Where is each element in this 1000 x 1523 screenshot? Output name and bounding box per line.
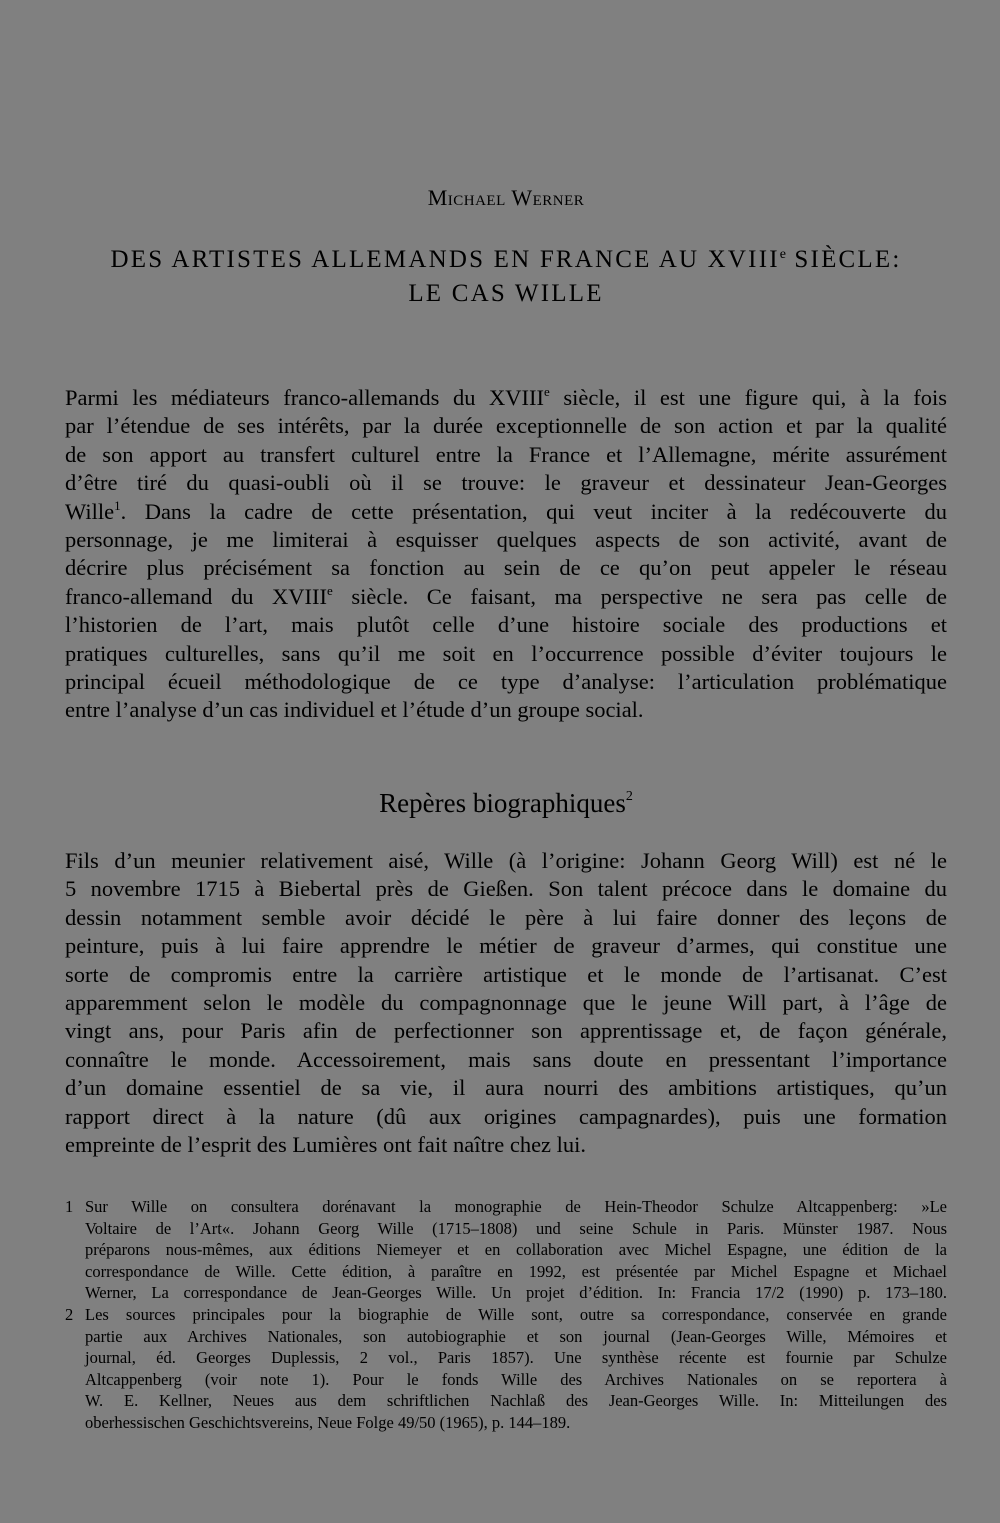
intro-text: franco-allemand du XVIII (65, 583, 328, 609)
section-heading-text: Repères biographiques (379, 788, 626, 818)
footnote-number: 1 (65, 1197, 74, 1216)
intro-line (65, 384, 947, 412)
intro-text: Parmi les médiateurs franco-allemands du XVIII (65, 385, 545, 410)
intro-line (65, 498, 947, 526)
intro-paragraph (65, 384, 947, 725)
superscript: e (544, 384, 550, 399)
footnote-line: Voltaire de l’Art«. Johann Georg Wille (1715–1808) und seine Schule in Paris. Münster 1987. Nous (85, 1218, 947, 1238)
document-page (65, 0, 947, 1523)
footnote-line: Sur Wille on consultera dorénavant la monographie de Hein-Theodor Schulze Altcappenberg: »Le (85, 1197, 947, 1216)
intro-text: siècle, il est une figure qui, à la fois (549, 385, 947, 410)
footnote-line: Altcappenberg (voir note 1). Pour le fonds Wille des Archives Nationales on se reportera à (85, 1369, 947, 1389)
body-line: empreinte de l’esprit des Lumières ont fait naître chez lui. (65, 1132, 587, 1158)
body-line: rapport direct à la nature (dû aux origines campagnardes), puis une formation (65, 1103, 947, 1129)
intro-line: principal écueil méthodologique de ce type d’analyse: l’articulation problématique (65, 669, 947, 695)
intro-line: décrire plus précisément sa fonction au sein de ce qu’on peut appeler le réseau (65, 555, 947, 581)
footnote-line: oberhessischen Geschichtsvereins, Neue Folge 49/50 (1965), p. 144–189. (85, 1412, 571, 1432)
intro-line: l’historien de l’art, mais plutôt celle d’une histoire sociale des productions et (65, 612, 947, 638)
footnote-line: partie aux Archives Nationales, son autobiographie et son journal (Jean-Georges Wille, Mémoires et (85, 1326, 947, 1346)
title-line-2: LE CAS WILLE (408, 280, 604, 307)
footnote-line: Les sources principales pour la biographie de Wille sont, outre sa correspondance, conservée en grande (85, 1304, 947, 1324)
intro-text: Wille (65, 498, 115, 524)
body-line: d’un domaine essentiel de sa vie, il aura nourri des ambitions artistiques, qu’un (65, 1075, 947, 1101)
footnote-ref-1[interactable]: 1 (114, 497, 121, 513)
body-line: vingt ans, pour Paris afin de perfectionner son apprentissage et, de façon générale, (65, 1018, 947, 1044)
article-title (65, 238, 947, 311)
footnote-line: préparons nous-mêmes, aux éditions Niemeyer et en collaboration avec Michel Espagne, une édition de la (85, 1240, 947, 1260)
footnote-2 (65, 1304, 947, 1434)
author-name: Michael Werner (427, 185, 585, 210)
biography-paragraph (65, 847, 947, 1159)
footnote-line: correspondance de Wille. Cette édition, à paraître en 1992, est présentée par Michel Espagne et Michael (85, 1261, 947, 1281)
body-line: apparemment selon le modèle du compagnonnage que le jeune Will part, à l’âge de (65, 990, 947, 1016)
body-line: sorte de compromis entre la carrière artistique et le monde de l’artisanat. C’est (65, 961, 947, 987)
body-line: 5 novembre 1715 à Biebertal près de Gießen. Son talent précoce dans le domaine du (65, 876, 947, 902)
body-line: peinture, puis à lui faire apprendre le métier de graveur d’armes, qui constitue une (65, 933, 947, 959)
footnote-line: W. E. Kellner, Neues aus dem schriftlichen Nachlaß des Jean-Georges Wille. In: Mitteilungen des (85, 1391, 947, 1411)
superscript: e (327, 582, 333, 598)
section-heading (65, 788, 947, 819)
intro-line: par l’étendue de ses intérêts, par la durée exceptionnelle de son action et par la qualité (65, 413, 947, 439)
title-line-1-prefix: DES ARTISTES ALLEMANDS EN FRANCE AU XVIII (110, 246, 780, 273)
body-line: dessin notamment semble avoir décidé le père à lui faire donner des leçons de (65, 904, 947, 930)
footnotes (65, 1196, 947, 1434)
intro-text: siècle. Ce faisant, ma perspective ne sera pas celle de (332, 583, 947, 609)
intro-line (65, 583, 947, 611)
body-line: Fils d’un meunier relativement aisé, Wille (à l’origine: Johann Georg Will) est né le (65, 848, 947, 873)
footnote-number: 2 (65, 1304, 74, 1324)
intro-line: entre l’analyse d’un cas individuel et l’étude d’un groupe social. (65, 697, 644, 723)
footnote-line: journal, éd. Georges Duplessis, 2 vol., Paris 1857). Une synthèse récente est fournie par Schulze (85, 1348, 947, 1368)
title-line-1 (65, 238, 947, 277)
intro-line: pratiques culturelles, sans qu’il me soit en l’occurrence possible d’éviter toujours le (65, 640, 947, 666)
footnote-ref-2[interactable]: 2 (625, 789, 633, 804)
footnote-line: Werner, La correspondance de Jean-Georges Wille. Un projet d’édition. In: Francia 17/2 (1990) p. 173–180. (85, 1283, 947, 1303)
title-superscript: e (779, 247, 786, 262)
title-line-1-suffix: SIÈCLE: (785, 246, 902, 273)
footnote-1 (65, 1196, 947, 1304)
intro-line: personnage, je me limiterai à esquisser quelques aspects de son activité, avant de (65, 527, 947, 553)
intro-line: de son apport au transfert culturel entre la France et l’Allemagne, mérite assurément (65, 441, 947, 467)
body-line: connaître le monde. Accessoirement, mais sans doute en pressentant l’importance (65, 1046, 947, 1072)
intro-text: . Dans la cadre de cette présentation, qui veut inciter à la redécouverte du (120, 498, 947, 524)
intro-line: d’être tiré du quasi-oubli où il se trouve: le graveur et dessinateur Jean-Georges (65, 470, 947, 496)
